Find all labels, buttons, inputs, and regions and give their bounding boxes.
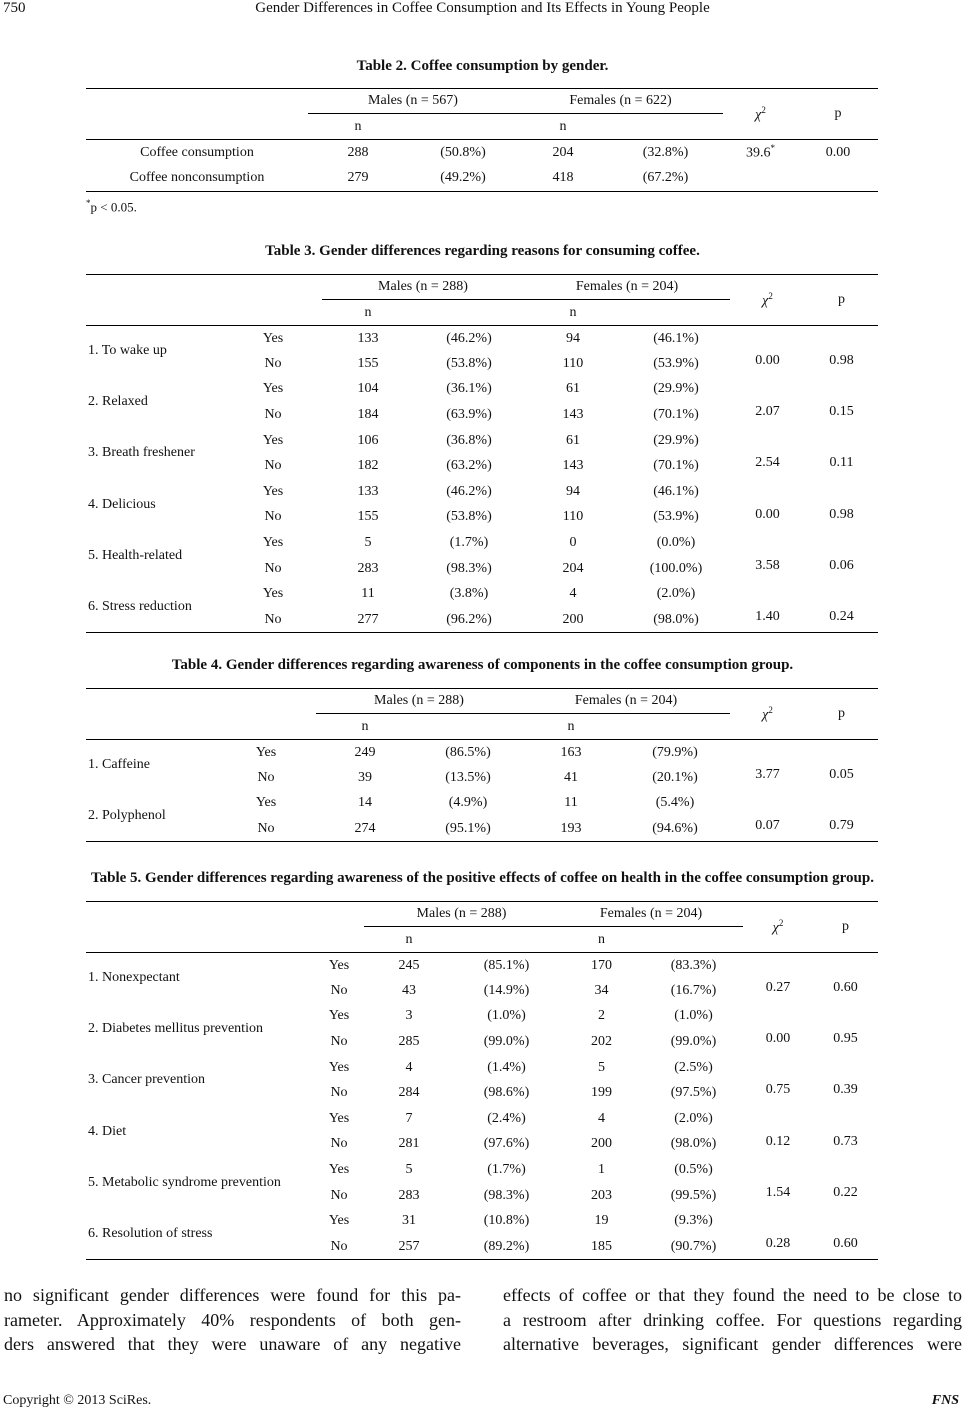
table4-caption: Table 4. Gender differences regarding awareness of components in the coffee consumption group. <box>171 657 794 673</box>
running-title: Gender Differences in Coffee Consumption and Its Effects in Young People <box>255 0 710 16</box>
p-value: 0.79 <box>829 817 854 833</box>
row-label: 2. Polyphenol <box>88 807 166 823</box>
chi-value: 0.75 <box>765 1082 791 1098</box>
table2-p-header: p <box>834 106 842 121</box>
row-label: 1. To wake up <box>88 343 167 359</box>
p-value: 0.98 <box>829 506 854 522</box>
chi-value: 0.07 <box>755 817 780 833</box>
copyright: Copyright © 2013 SciRes. <box>3 1393 152 1408</box>
chi-value: 2.54 <box>755 455 780 471</box>
chi-value: 0.12 <box>765 1133 791 1149</box>
table-row: 1. Caffeine Yes 249 (86.5%) 163 (79.9%) 3.77 0.05 <box>86 740 878 766</box>
table4: Males (n = 288) Females (n = 204) $\chi^2$ p n n 1. Caffeine Yes 249 (86.5%) 163 (79.9%) 3.77 0.05 No 39 (13.5%) 41 (20.1%) 2. Polyphenol Yes 14 (4.9%) 11 (5.4%) 0.07 0.79 No 274 (95.1%) 193 (94.6%) <box>86 688 878 842</box>
p-value: 0.73 <box>833 1133 858 1149</box>
table-row: 1. Nonexpectant Yes 245 (85.1%) 170 (83.3%) 0.27 0.60 <box>86 953 878 979</box>
row-label: 6. Resolution of stress <box>88 1225 213 1241</box>
p-value: 0.98 <box>829 353 854 369</box>
p-value: 0.15 <box>829 404 854 420</box>
table3-females-header: Females (n = 204) <box>524 275 730 300</box>
table-row: Coffee consumption 288 (50.8%) 204 (32.8%) 39.6* 0.00 <box>140 143 851 162</box>
table2-males-header: Males (n = 567) <box>308 89 518 114</box>
row-label: 2. Relaxed <box>88 394 148 410</box>
row-label: 4. Delicious <box>88 496 156 512</box>
table3-p-header: p <box>838 292 845 307</box>
table-row: No 43 (14.9%) 34 (16.7%) <box>330 982 717 998</box>
table2-caption: Table 2. Coffee consumption by gender. <box>356 58 609 74</box>
p-value: 0.22 <box>833 1184 858 1200</box>
row-label: 3. Cancer prevention <box>88 1072 206 1088</box>
row-label: 5. Metabolic syndrome prevention <box>88 1174 281 1190</box>
p-value: 0.24 <box>829 608 854 624</box>
table-row: 4. Delicious Yes 133 (46.2%) 94 (46.1%) 0.00 0.98 <box>86 479 878 505</box>
p-value: 0.05 <box>829 767 854 783</box>
table-row: No 39 (13.5%) 41 (20.1%) <box>257 769 698 785</box>
chi-value: 1.40 <box>755 608 780 624</box>
chi-value: 0.00 <box>765 1031 791 1047</box>
table5-chi-header: $\chi^2$ <box>772 917 784 936</box>
table5-females-header: Females (n = 204) <box>559 902 743 927</box>
table-row: No 274 (95.1%) 193 (94.6%) <box>86 816 878 842</box>
table5: Males (n = 288) Females (n = 204) $\chi^2$ p n n 1. Nonexpectant Yes 245 (85.1%) 170 (83.3%) 0.27 0.60 No 43 (14.9%) 34 (16.7%) 2. Diabetes mellitus prevention Yes 3 (1.0%) 2 (1.0%) 0.00 0.95 No 285 (99.0%) 202 (99.0%) 3. Cancer prevention Yes 4 (1.4%) 5 (2.5%) 0.75 0.39 No 284 (98.6%) 199 (97.5%) 4. Diet Yes 7 (2.4%) 4 (2.0%) 0.12 0.73 No 281 (97.6%) 200 (98.0%) 5. Metabolic syndrome prevention Yes 5 (1.7%) 1 (0.5%) 1.54 0.22 No 283 (98.3%) 203 (99.5%) 6. Resolution of stress Yes 31 (10.8%) 19 (9.3%) 0.28 0.60 No 257 (89.2%) 185 (90.7%) <box>86 901 878 1260</box>
chi-value: 3.77 <box>755 767 780 783</box>
table3: Males (n = 288) Females (n = 204) $\chi^2$ p n n 1. To wake up Yes 133 (46.2%) 94 (46.1%) 0.00 0.98 No 155 (53.8%) 110 (53.9%) 2. Relaxed Yes 104 (36.1%) 61 (29.9%) 2.07 0.15 No 184 (63.9%) 143 (70.1%) 3. Breath freshener Yes 106 (36.8%) 61 (29.9%) 2.54 0.11 No 182 (63.2%) 143 (70.1%) 4. Delicious Yes 133 (46.2%) 94 (46.1%) 0.00 0.98 No 155 (53.8%) 110 (53.9%) 5. Health-related Yes 5 (1.7%) 0 (0.0%) 3.58 0.06 No 283 (98.3%) 204 (100.0%) 6. Stress reduction Yes 11 (3.8%) 4 (2.0%) 1.40 0.24 No 277 (96.2%) 200 (98.0%) <box>86 274 878 633</box>
journal-name: FNS <box>931 1393 959 1408</box>
table4-p-header: p <box>838 706 845 721</box>
table-row: 3. Cancer prevention Yes 4 (1.4%) 5 (2.5%) 0.75 0.39 <box>86 1055 878 1081</box>
table3-males-header: Males (n = 288) <box>322 275 524 300</box>
table2: Males (n = 567) Females (n = 622) $\chi^2$ p n n Coffee consumption 288 (50.8%) 204 (32.8%) 39.6* 0.00 Coffee nonconsumption 279 (49.2%) 418 (67.2%) <box>86 88 878 192</box>
table-row: 2. Diabetes mellitus prevention Yes 3 (1.0%) 2 (1.0%) 0.00 0.95 <box>86 1004 878 1030</box>
table-row: No 284 (98.6%) 199 (97.5%) <box>330 1085 717 1101</box>
table-row: 6. Resolution of stress Yes 31 (10.8%) 19 (9.3%) 0.28 0.60 <box>86 1208 878 1234</box>
table5-caption: Table 5. Gender differences regarding awareness of the positive effects of coffee on health in the coffee consumption group. <box>91 870 874 886</box>
table-row: No 283 (98.3%) 204 (100.0%) <box>264 560 703 576</box>
table2-note: *p < 0.05. <box>86 198 137 215</box>
table4-males-header: Males (n = 288) <box>316 689 522 714</box>
table-row: No 283 (98.3%) 203 (99.5%) <box>330 1187 717 1203</box>
p-value: 0.06 <box>829 557 854 573</box>
p-value: 0.60 <box>833 980 858 996</box>
chi-value: 3.58 <box>755 557 780 573</box>
chi-value: 1.54 <box>765 1184 791 1200</box>
p-value: 0.11 <box>829 455 854 471</box>
table-row: No 155 (53.8%) 110 (53.9%) <box>264 509 699 525</box>
p-value: 0.39 <box>833 1082 858 1098</box>
table3-chi-header: $\chi^2$ <box>762 290 773 309</box>
table-row: 2. Polyphenol Yes 14 (4.9%) 11 (5.4%) 0.07 0.79 <box>86 791 878 817</box>
row-label: 3. Breath freshener <box>88 445 195 461</box>
running-header <box>0 0 965 22</box>
table-row: No 155 (53.8%) 110 (53.9%) <box>264 355 699 371</box>
table-row: 3. Breath freshener Yes 106 (36.8%) 61 (29.9%) 2.54 0.11 <box>86 428 878 454</box>
body-text-left: no significant gender differences were found for this pa- rameter. Approximately 40% respondents of both gen- ders answered that they were unaware of any negative <box>4 1285 461 1354</box>
table-row: Coffee nonconsumption 279 (49.2%) 418 (67.2%) <box>86 166 878 192</box>
row-label: 4. Diet <box>88 1123 127 1139</box>
table2-females-header: Females (n = 622) <box>518 89 723 114</box>
table3-caption: Table 3. Gender differences regarding reasons for consuming coffee. <box>265 243 700 259</box>
table-row: 1. To wake up Yes 133 (46.2%) 94 (46.1%) 0.00 0.98 <box>86 326 878 352</box>
chi-value: 0.27 <box>765 980 791 996</box>
table-row: No 184 (63.9%) 143 (70.1%) <box>264 407 699 423</box>
row-label: 5. Health-related <box>88 547 183 563</box>
table4-chi-header: $\chi^2$ <box>762 704 773 723</box>
p-value: 0.95 <box>833 1031 858 1047</box>
chi-value: 0.00 <box>755 353 780 369</box>
row-label: 1. Nonexpectant <box>88 970 180 986</box>
table4-females-header: Females (n = 204) <box>522 689 730 714</box>
table-row: 4. Diet Yes 7 (2.4%) 4 (2.0%) 0.12 0.73 <box>86 1106 878 1132</box>
table-row: No 257 (89.2%) 185 (90.7%) <box>86 1234 878 1260</box>
table-row: No 285 (99.0%) 202 (99.0%) <box>330 1034 717 1050</box>
p-value: 0.60 <box>833 1235 858 1251</box>
table-row: 5. Health-related Yes 5 (1.7%) 0 (0.0%) 3.58 0.06 <box>86 530 878 556</box>
row-label: 6. Stress reduction <box>88 598 192 614</box>
table-row: No 277 (96.2%) 200 (98.0%) <box>86 607 878 633</box>
body-text-right: effects of coffee or that they found the need to be close to a restroom after drinking coffee. For questions regarding alternative beverages, significant gender differences were <box>503 1285 962 1354</box>
table-row: No 182 (63.2%) 143 (70.1%) <box>264 458 699 474</box>
chi-value: 2.07 <box>755 404 780 420</box>
row-label: 2. Diabetes mellitus prevention <box>88 1021 263 1037</box>
table2-chi-header: $\chi^2$ <box>755 104 766 123</box>
row-label: 1. Caffeine <box>88 757 150 773</box>
table-row: 5. Metabolic syndrome prevention Yes 5 (1.7%) 1 (0.5%) 1.54 0.22 <box>86 1157 878 1183</box>
chi-value: 0.28 <box>765 1235 791 1251</box>
table-row: 2. Relaxed Yes 104 (36.1%) 61 (29.9%) 2.07 0.15 <box>86 377 878 403</box>
table5-males-header: Males (n = 288) <box>364 902 559 927</box>
table-row: 6. Stress reduction Yes 11 (3.8%) 4 (2.0%) 1.40 0.24 <box>86 581 878 607</box>
table-row: No 281 (97.6%) 200 (98.0%) <box>330 1136 717 1152</box>
chi-value: 0.00 <box>755 506 780 522</box>
page-number: 750 <box>3 0 26 16</box>
table5-p-header: p <box>842 919 849 934</box>
